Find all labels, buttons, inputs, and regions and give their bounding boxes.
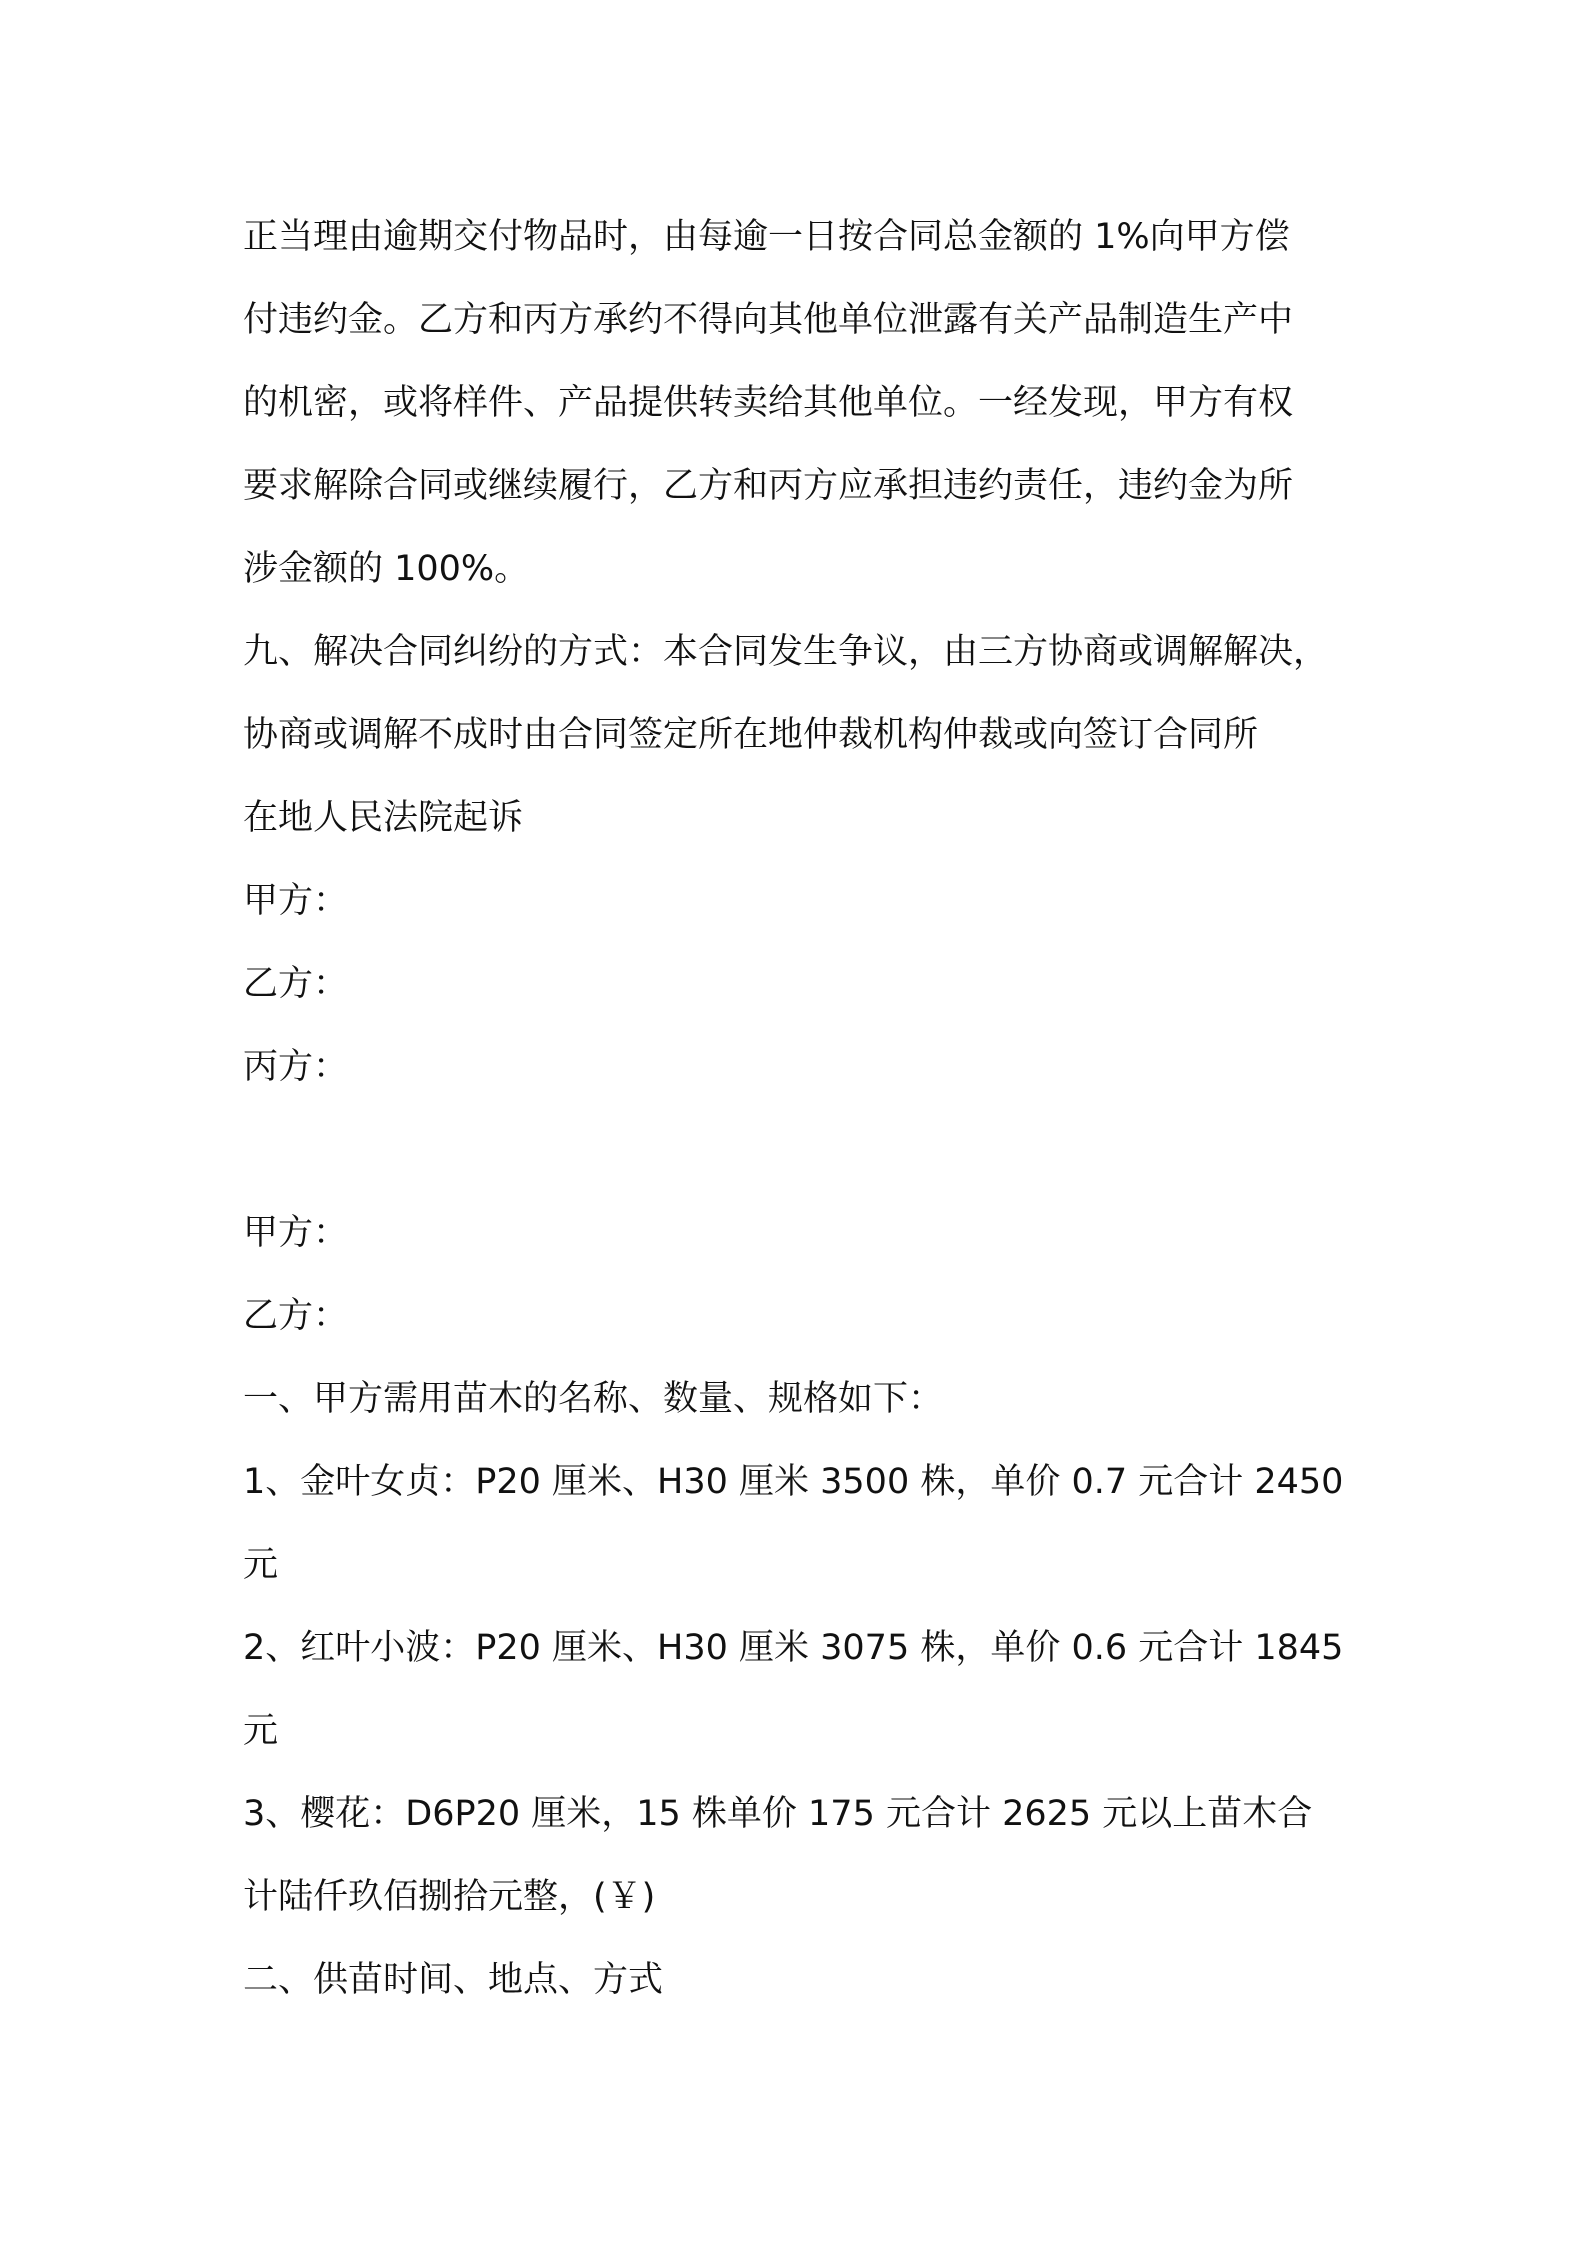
item-line: 元	[243, 1545, 279, 1585]
blank-line	[243, 1109, 1363, 1192]
section-one-heading: 一、甲方需用苗木的名称、数量、规格如下：	[243, 1379, 944, 1419]
item-line: 2、红叶小波：P20 厘米、H30 厘米 3075 株，单价 0.6 元合计 1845	[243, 1628, 1344, 1668]
paragraph-line: 协商或调解不成时由合同签定所在地仲裁机构仲裁或向签订合同所	[243, 715, 1259, 755]
document-body	[243, 196, 1363, 2022]
item-line: 3、樱花：D6P20 厘米，15 株单价 175 元合计 2625 元以上苗木合	[243, 1794, 1313, 1834]
section-two-heading: 二、供苗时间、地点、方式	[243, 1960, 664, 2000]
item-line: 元	[243, 1711, 279, 1751]
paragraph-line: 涉金额的 100%。	[243, 549, 530, 589]
party-b-label: 乙方：	[243, 1296, 349, 1336]
item-line: 1、金叶女贞：P20 厘米、H30 厘米 3500 株，单价 0.7 元合计 2450	[243, 1462, 1344, 1502]
paragraph-line: 的机密，或将样件、产品提供转卖给其他单位。一经发现，甲方有权	[243, 383, 1294, 423]
party-a-label: 甲方：	[243, 1213, 349, 1253]
paragraph-line: 正当理由逾期交付物品时，由每逾一日按合同总金额的 1%向甲方偿	[243, 217, 1290, 257]
paragraph-line: 要求解除合同或继续履行，乙方和丙方应承担违约责任，违约金为所	[243, 466, 1294, 506]
paragraph-line: 在地人民法院起诉	[243, 798, 524, 838]
paragraph-line: 付违约金。乙方和丙方承约不得向其他单位泄露有关产品制造生产中	[243, 300, 1294, 340]
party-c-signature-label: 丙方：	[243, 1047, 349, 1087]
party-a-signature-label: 甲方：	[243, 881, 349, 921]
section-nine-line: 九、解决合同纠纷的方式：本合同发生争议，由三方协商或调解解决，	[243, 632, 1329, 672]
party-b-signature-label: 乙方：	[243, 964, 349, 1004]
item-line: 计陆仟玖佰捌拾元整，(￥)	[243, 1877, 656, 1917]
